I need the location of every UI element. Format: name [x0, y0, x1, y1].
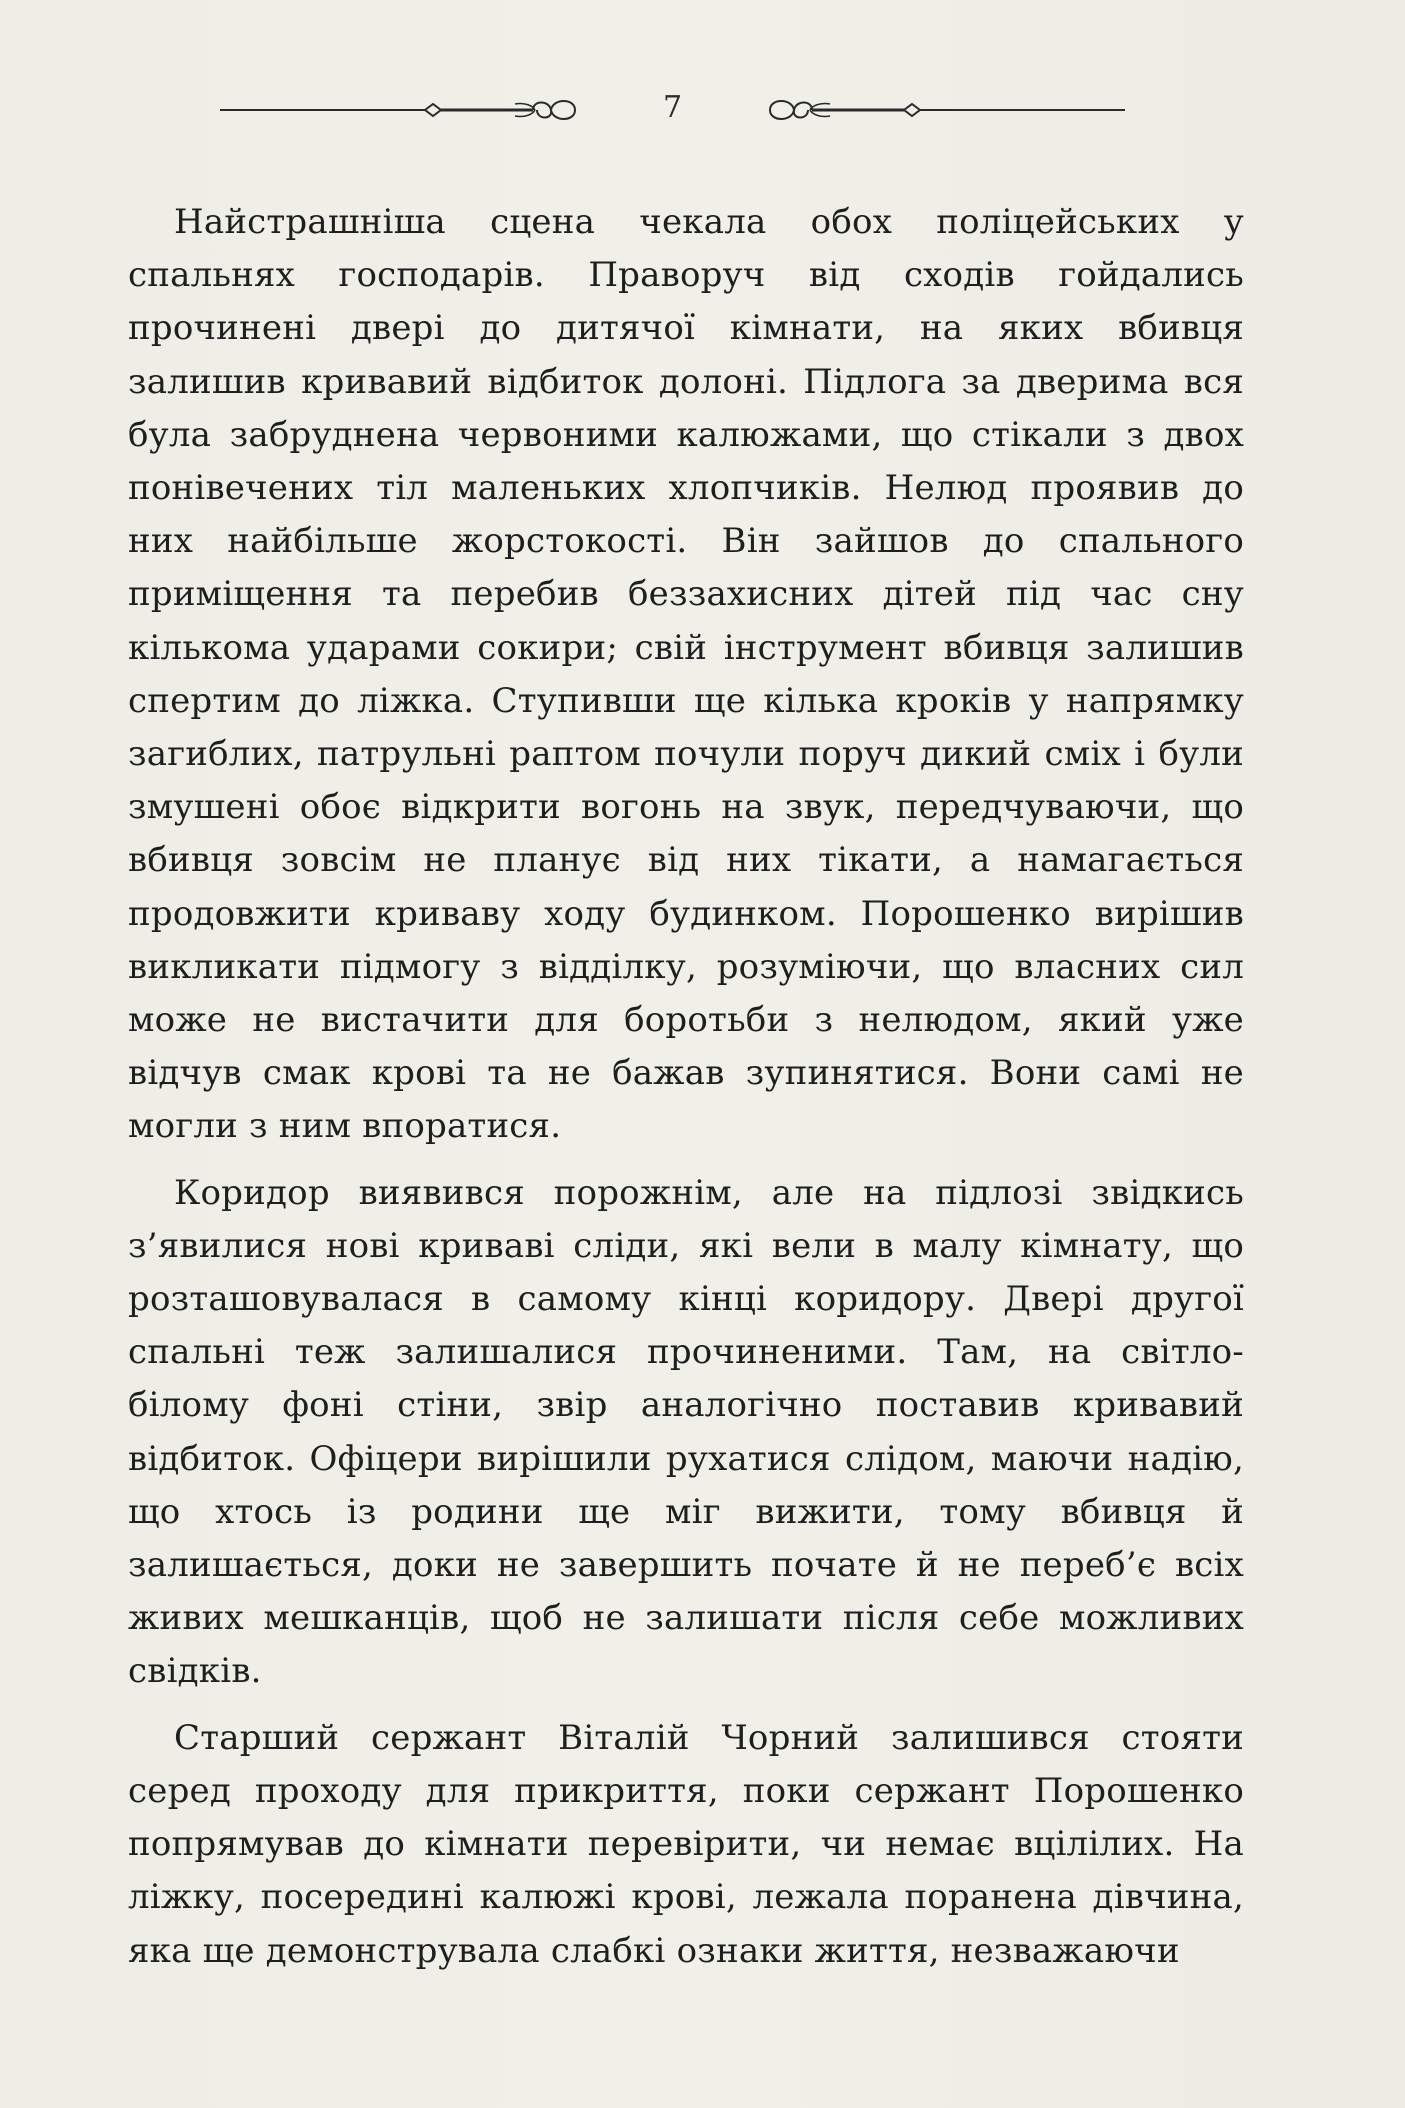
paragraph-2: Коридор виявився порожнім, але на підлозі звідкись з’явилися нові криваві сліди, які вели в малу кімнату, що розташовувалася в самому кінці коридору. Двері другої спальні теж залишалися прочиненими. Там, на світло-білому фоні стіни, звір аналогічно поставив кривавий відбиток. Офіцери вирішили рухатися слідом, маючи надію, що хтось із родини ще міг вижити, тому вбивця й залишається, доки не завершить почате й не переб’є всіх живих мешканців, щоб не залишати після себе можливих свідків.: [128, 1172, 1244, 1692]
page-header: [215, 88, 1130, 134]
body-text: [128, 196, 1244, 1978]
page-number: 7: [662, 90, 683, 125]
paragraph-1: Найстрашніша сцена чекала обох поліцейських у спальнях господарів. Праворуч від сходів гойдались прочинені двері до дитячої кімнати, на яких вбивця залишив кривавий відбиток долоні. Підлога за дверима вся була забруднена червоними калюжами, що стікали з двох понівечених тіл маленьких хлопчиків. Нелюд проявив до них найбільше жорстокості. Він зайшов до спального приміщення та перебив беззахисних дітей під час сну кількома ударами сокири; свій інструмент вбивця залишив спертим до ліжка. Ступивши ще кілька кроків у напрямку загиблих, патрульні раптом почули поруч дикий сміх і були змушені обоє відкрити вогонь на звук, передчуваючи, що вбивця зовсім не планує від них тікати, а намагається продовжити криваву ходу будинком. Порошенко вирішив викликати підмогу з відділку, розуміючи, що власних сил може не вистачити для боротьби з нелюдом, який уже відчув смак крові та не бажав зупинятися. Вони самі не могли з ним впоратися.: [128, 202, 1244, 1147]
paragraph-3: Старший сержант Віталій Чорний залишився стояти серед проходу для прикриття, поки сержант Порошенко попрямував до кімнати перевірити, чи немає вцілілих. На ліжку, посередині калюжі крові, лежала поранена дівчина, яка ще демонструвала слабкі ознаки життя, незважаючи: [128, 1717, 1244, 1971]
